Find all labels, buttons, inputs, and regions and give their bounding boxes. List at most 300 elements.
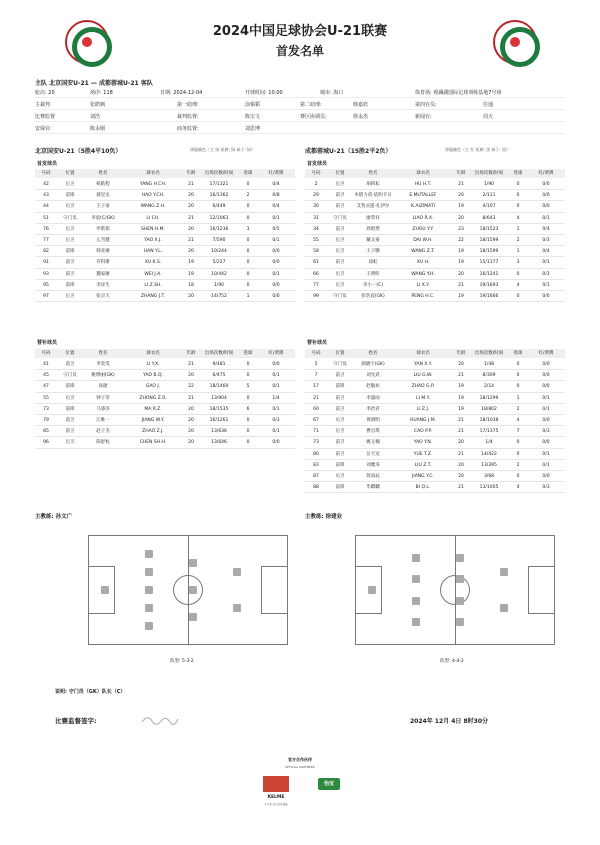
table-cell: 18 — [188, 282, 194, 288]
table-cell: 1 — [246, 294, 250, 299]
table-cell: 0/0 — [542, 294, 550, 299]
shirt-icon — [189, 613, 197, 621]
table-cell: 李小一(C) — [362, 282, 384, 288]
info-field: 任通 — [483, 102, 494, 108]
table-row — [305, 179, 565, 190]
table-cell: 前卫 — [335, 226, 345, 232]
table-cell: 后卫 — [335, 282, 345, 288]
table-cell: 廖荣祥 — [366, 215, 380, 221]
sign-date: 2024年 12月 4日 8时30分 — [410, 718, 489, 725]
table-cell: 0/3 — [542, 238, 550, 243]
column-header: 姓名 — [368, 351, 378, 356]
table-cell: 0/0 — [272, 249, 280, 255]
table-cell: 前卫 — [65, 271, 75, 277]
table-cell: 13/395 — [481, 462, 497, 468]
table-row — [35, 370, 295, 381]
table-cell: 20 — [188, 418, 194, 423]
table-cell: 20 — [188, 204, 194, 210]
table-cell: 2 — [314, 182, 318, 187]
table-cell: 17/1321 — [209, 182, 229, 187]
table-cell: 67 — [313, 418, 319, 423]
table-cell: 22 — [188, 384, 194, 390]
table-cell: 20 — [458, 462, 464, 468]
table-row — [305, 190, 565, 201]
table-row — [305, 393, 565, 404]
table-cell: 20 — [458, 362, 464, 367]
table-cell: LI Z.J. — [416, 406, 430, 412]
column-header: 进球 — [243, 171, 253, 176]
info-field: 裁判监督: — [177, 114, 199, 120]
table-cell: 前锋 — [65, 406, 75, 412]
table-cell: 守门员 — [63, 215, 77, 221]
table-cell: 2 — [516, 462, 520, 468]
away-formation: 阵型: 4-4-2 — [440, 659, 464, 664]
info-field: 安保官: — [35, 126, 52, 132]
table-cell: 20 — [188, 429, 194, 435]
info-field: 刘浩 — [90, 114, 101, 120]
shirt-icon — [456, 597, 464, 605]
table-cell: 0 — [246, 271, 250, 277]
table-cell: 王子腾 — [366, 249, 380, 255]
table-cell: 0/4 — [542, 226, 550, 232]
table-cell: 前卫 — [65, 429, 75, 435]
table-cell: LIU Z.T. — [414, 462, 432, 468]
column-header: 红/黄牌 — [538, 351, 554, 356]
table-cell: 4 — [516, 485, 520, 491]
table-cell: LI Z.SH. — [144, 282, 162, 288]
table-cell: 0/0 — [542, 418, 550, 423]
table-cell: 前卫 — [335, 204, 345, 210]
table-row — [305, 437, 565, 448]
info-field: 韩嘉欣 — [353, 102, 369, 108]
table-cell: ZHAO G.P. — [411, 384, 435, 390]
table-cell: JIANG Y.C. — [412, 474, 434, 479]
table-cell: 83 — [313, 462, 319, 468]
table-cell: ZHANG J.T. — [140, 294, 166, 299]
table-row — [305, 291, 565, 302]
table-row — [305, 415, 565, 426]
table-cell: CHEN SH.H. — [139, 440, 167, 446]
table-row — [305, 381, 565, 392]
table-row — [305, 370, 565, 381]
table-cell: 95 — [43, 282, 49, 288]
table-cell: 29 — [313, 193, 319, 199]
table-cell: 0/3 — [542, 271, 550, 277]
column-header: 球衣名 — [146, 351, 160, 356]
table-cell: 0/1 — [272, 384, 280, 390]
table-cell: 41 — [43, 362, 49, 367]
table-cell: 0/0 — [542, 373, 550, 379]
table-cell: 7 — [516, 429, 520, 435]
table-row — [35, 404, 295, 415]
table-cell: 16/1362 — [209, 193, 229, 199]
table-cell: ZHONG Z.R. — [139, 395, 167, 401]
table-cell: 20 — [188, 193, 194, 199]
table-cell: 0/1 — [542, 215, 550, 221]
table-row — [35, 257, 295, 268]
table-cell: 0 — [516, 362, 520, 367]
info-field: 轮次: 20 — [35, 90, 55, 96]
info-field: 张皓枫 — [90, 102, 106, 108]
column-header: 出场次数/时间 — [474, 351, 504, 356]
column-header: 姓名 — [368, 171, 378, 176]
table-cell: 0 — [516, 373, 520, 379]
home-column-header — [35, 169, 295, 178]
table-cell: 前锋 — [335, 485, 345, 491]
info-field: 日期: 2024-12-04 — [160, 90, 203, 96]
table-cell: 张京天 — [96, 294, 110, 299]
coach-name: 孙文广 — [55, 514, 73, 520]
table-cell: 0/4 — [272, 204, 280, 210]
column-header: 位置 — [335, 351, 345, 356]
table-cell: LI CH. — [146, 215, 160, 221]
table-cell: 毕麒麟 — [366, 485, 380, 491]
table-row — [305, 235, 565, 246]
table-cell: 1 — [516, 395, 520, 401]
table-cell: 21 — [458, 429, 464, 435]
table-cell: 6 — [246, 406, 250, 412]
page-title: 2024中国足球协会U-21联赛 — [212, 24, 388, 39]
table-cell: 0 — [516, 294, 520, 299]
table-cell: 后卫 — [335, 271, 345, 277]
table-cell: YUE T.Z. — [413, 451, 433, 457]
table-cell: 21 — [458, 451, 464, 457]
shirt-icon — [456, 575, 464, 583]
table-cell: 4 — [516, 282, 520, 288]
column-header: 球衣名 — [146, 171, 160, 176]
table-cell: 前锋 — [65, 384, 75, 390]
table-cell: 21 — [188, 215, 194, 221]
table-row — [35, 269, 295, 280]
table-cell: 1/4 — [485, 440, 493, 446]
table-row — [305, 224, 565, 235]
table-cell: 守门员 — [63, 373, 77, 379]
home-label: 主队 — [35, 80, 48, 87]
table-cell: 20 — [458, 193, 464, 199]
table-cell: 0 — [246, 182, 250, 187]
table-cell: 守门员 — [333, 294, 347, 299]
table-cell: 91 — [43, 260, 49, 266]
table-cell: HAO Y.CH. — [141, 193, 165, 199]
table-cell: 戴文豪 — [366, 238, 380, 243]
shirt-icon — [456, 554, 464, 562]
info-field: 主裁判 — [35, 102, 51, 108]
table-cell: 20 — [188, 373, 194, 379]
table-cell: 85 — [43, 429, 49, 435]
table-cell: JIANG W.Y. — [141, 418, 165, 423]
away-coach — [305, 512, 342, 520]
table-cell: 19 — [188, 271, 194, 277]
info-field: 涂锡韬 — [245, 102, 261, 108]
table-row — [305, 280, 565, 291]
table-row — [35, 437, 295, 448]
table-cell: 3 — [516, 260, 520, 266]
away-column-header — [305, 169, 565, 178]
info-field: 城市: 海口 — [320, 90, 344, 96]
kelme-sub: 卡尔美 官方运动装备 — [264, 803, 288, 806]
table-cell: 么雪健 — [96, 238, 110, 243]
table-cell: 16/1261 — [209, 418, 229, 423]
table-cell: WANG Y.H. — [411, 271, 435, 277]
signature-icon — [140, 712, 180, 728]
table-cell: 前锋 — [335, 462, 345, 468]
table-cell: 0 — [246, 260, 250, 266]
table-cell: 0/1 — [272, 238, 280, 243]
table-cell: 1/48 — [483, 362, 495, 367]
table-cell: YANG H.CH. — [139, 182, 167, 187]
table-cell: 20 — [458, 215, 464, 221]
table-cell: DAI W.H. — [413, 238, 433, 243]
table-row — [35, 246, 295, 257]
home-starters-label: 首发球员 — [37, 161, 58, 167]
table-cell: 97 — [43, 294, 49, 299]
column-header: 年龄 — [456, 171, 466, 176]
shirt-icon — [368, 586, 376, 594]
table-cell: 1/90 — [213, 282, 225, 288]
table-cell: 13/904 — [211, 395, 227, 401]
table-cell: 5 — [314, 362, 318, 367]
table-cell: 刘光武 — [366, 373, 380, 379]
info-field: 场序: 118 — [90, 90, 113, 96]
table-row — [305, 246, 565, 257]
info-field: 徐永杰 — [353, 114, 369, 120]
table-cell: 蒋雨辰 — [366, 474, 380, 479]
table-cell: 后卫 — [335, 429, 345, 435]
table-cell: WANG Z.T. — [411, 249, 435, 255]
table-cell: 0/0 — [272, 440, 280, 446]
info-row — [35, 124, 565, 134]
table-cell: 8/643 — [482, 215, 496, 221]
table-cell: 后卫 — [335, 238, 345, 243]
table-cell: 18/1599 — [479, 249, 499, 255]
info-field: 赛区协调员: — [300, 114, 327, 120]
away-subs-label: 替补球员 — [307, 340, 328, 346]
table-cell: 0 — [246, 429, 250, 435]
table-cell: 6/449 — [212, 204, 226, 210]
column-header: 进球 — [513, 351, 523, 356]
table-cell: 21 — [458, 485, 464, 491]
table-cell: 岳天宠 — [366, 451, 380, 457]
table-cell: 12/1063 — [209, 215, 229, 221]
table-cell: 胡荷耘 — [366, 182, 380, 187]
table-cell: MA R.Z. — [144, 406, 162, 412]
table-cell: 3 — [246, 226, 250, 232]
table-cell: 0 — [246, 418, 250, 423]
table-cell: 0 — [516, 451, 520, 457]
table-cell: 2/14 — [483, 384, 495, 390]
table-cell: 0/0 — [542, 362, 550, 367]
table-cell: 李濠雨 — [366, 395, 380, 401]
table-cell: 李奕雯 — [96, 362, 110, 367]
table-cell: SHEN H.M. — [141, 226, 165, 232]
table-cell: 后卫 — [65, 440, 75, 446]
table-cell: 47 — [43, 384, 49, 390]
table-cell: YAN X.Y. — [413, 362, 433, 367]
table-cell: 0/0 — [272, 362, 280, 367]
table-row — [35, 213, 295, 224]
table-cell: 0/0 — [272, 294, 280, 299]
column-header: 球衣名 — [416, 171, 430, 176]
table-cell: 高捷 — [98, 384, 108, 390]
table-cell: 16/1241 — [479, 271, 499, 277]
table-cell: 2 — [246, 193, 250, 199]
info-field: 比赛监督 — [35, 114, 56, 120]
table-row — [305, 404, 565, 415]
table-cell: YAO B.Q. — [143, 373, 163, 379]
table-cell: 0/0 — [272, 260, 280, 266]
table-cell: HUANG J.M. — [409, 418, 437, 423]
table-row — [35, 224, 295, 235]
table-cell: 后卫 — [65, 182, 75, 187]
table-cell: 前卫 — [335, 260, 345, 266]
table-row — [305, 426, 565, 437]
coach-label: 主教练: — [35, 514, 54, 520]
away-formation-pitch — [355, 535, 555, 645]
table-cell: 0/0 — [542, 384, 550, 390]
column-header: 年龄 — [186, 351, 196, 356]
shirt-icon — [101, 586, 109, 594]
table-cell: 魏家赓 — [96, 271, 110, 277]
home-formation: 阵型: 5-3-2 — [170, 659, 194, 664]
column-header: 红/黄牌 — [268, 171, 284, 176]
away-label: 客队 — [140, 80, 153, 87]
column-header: 出场次数/时间 — [204, 351, 234, 356]
table-cell: 0/0 — [542, 440, 550, 446]
table-row — [35, 359, 295, 370]
table-cell: 10/442 — [211, 271, 227, 277]
table-cell: 0 — [516, 440, 520, 446]
table-row — [305, 471, 565, 482]
table-row — [35, 415, 295, 426]
table-cell: 0/1 — [542, 406, 550, 412]
away-team-header: 成都蓉城U-21（15胜2平2负） — [305, 148, 392, 155]
table-cell: 77 — [313, 282, 319, 288]
table-cell: E.MUTALLEF — [409, 193, 437, 199]
table-cell: HU H.T. — [414, 182, 432, 187]
table-cell: 0/1 — [542, 260, 550, 266]
away-kit-colors: 球服颜色（主 红 短裤: 黑 袜子: 黑） — [445, 147, 511, 152]
column-header: 号码 — [311, 171, 321, 176]
table-cell: 前锋 — [65, 282, 75, 288]
table-cell: K.AIZIMATI — [411, 204, 435, 210]
table-cell: 0/3 — [272, 418, 280, 423]
table-cell: 5/227 — [212, 260, 226, 266]
shirt-icon — [145, 604, 153, 612]
table-cell: 19 — [188, 260, 194, 266]
separator: — — [90, 80, 97, 87]
table-cell: 颜晓宇(GK) — [361, 362, 385, 367]
home-team-header: 北京国安U-21（5胜4平10负） — [35, 148, 122, 155]
table-cell: 0/1 — [272, 271, 280, 277]
table-cell: 19/1666 — [479, 294, 499, 299]
table-cell: XU H. — [416, 260, 430, 266]
column-header: 号码 — [311, 351, 321, 356]
table-cell: 82 — [43, 249, 49, 255]
table-cell: 77 — [43, 238, 49, 243]
table-cell: 66 — [313, 271, 319, 277]
table-cell: 0/1 — [272, 429, 280, 435]
table-cell: LI M.Y. — [416, 395, 430, 401]
table-cell: 1 — [516, 249, 520, 255]
table-cell: 30 — [313, 204, 319, 210]
shirt-icon — [456, 618, 464, 626]
away-starters-label: 首发球员 — [307, 161, 328, 167]
table-cell: 赵敏坊 — [366, 384, 380, 390]
table-cell: 周昭然 — [366, 226, 380, 232]
table-cell: 18/802 — [481, 406, 497, 412]
table-cell: 44 — [43, 204, 49, 210]
table-cell: 江唯一 — [96, 418, 110, 423]
home-kit-colors: 球服颜色（主 绿 短裤: 绿 袜子: 绿） — [190, 147, 256, 152]
table-row — [305, 213, 565, 224]
table-cell: CAO P.P. — [414, 429, 432, 435]
table-cell: 1/90 — [483, 182, 495, 187]
table-cell: 0 — [516, 193, 520, 199]
table-cell: 21 — [188, 362, 194, 367]
table-cell: 13/646 — [211, 440, 227, 446]
info-field: 商务监督: — [177, 126, 199, 132]
shirt-icon — [145, 622, 153, 630]
table-cell: 前卫 — [335, 395, 345, 401]
match-line — [35, 78, 153, 87]
table-cell: 0 — [246, 282, 250, 288]
column-header: 进球 — [513, 171, 523, 176]
table-cell: 后卫 — [65, 395, 75, 401]
table-cell: 22 — [458, 238, 464, 243]
table-cell: 21 — [188, 182, 194, 187]
table-cell: 15/1177 — [479, 260, 499, 266]
table-cell: 0/0 — [542, 182, 550, 187]
table-row — [305, 257, 565, 268]
shirt-icon — [145, 586, 153, 594]
table-cell: 姚博丽(GK) — [91, 373, 115, 379]
table-cell: 2/111 — [482, 193, 496, 199]
table-cell: 17/1375 — [479, 429, 499, 435]
table-cell: 0/3 — [542, 485, 550, 491]
table-cell: 申皓铭 — [96, 226, 110, 232]
table-row — [35, 179, 295, 190]
table-cell: 4/107 — [482, 204, 496, 210]
table-cell: 10/244 — [211, 249, 227, 255]
table-cell: 0/4 — [542, 249, 550, 255]
shirt-icon — [189, 559, 197, 567]
table-cell: 6/475 — [212, 373, 226, 379]
table-cell: 0/1 — [272, 373, 280, 379]
table-cell: 前卫 — [335, 373, 345, 379]
info-row — [35, 112, 565, 122]
coach-name: 徐建业 — [325, 514, 343, 520]
table-cell: 0 — [516, 204, 520, 210]
table-cell: 0/1 — [272, 406, 280, 412]
info-row — [35, 100, 565, 110]
table-cell: 0/0 — [542, 204, 550, 210]
table-row — [35, 190, 295, 201]
table-row — [35, 280, 295, 291]
shirt-icon — [412, 575, 420, 583]
shirt-icon — [412, 597, 420, 605]
table-cell: XU K.S. — [144, 260, 162, 266]
shirt-icon — [500, 568, 508, 576]
shirt-icon — [412, 554, 420, 562]
table-row — [35, 201, 295, 212]
table-cell: ZHOU Y.Y. — [412, 226, 434, 232]
shirt-icon — [412, 618, 420, 626]
home-team: 北京国安U-21 — [49, 80, 89, 87]
table-cell: 赵子杰 — [96, 429, 110, 435]
table-cell: 20 — [188, 249, 194, 255]
table-cell: 55 — [313, 238, 319, 243]
table-cell: 后卫 — [65, 294, 75, 299]
